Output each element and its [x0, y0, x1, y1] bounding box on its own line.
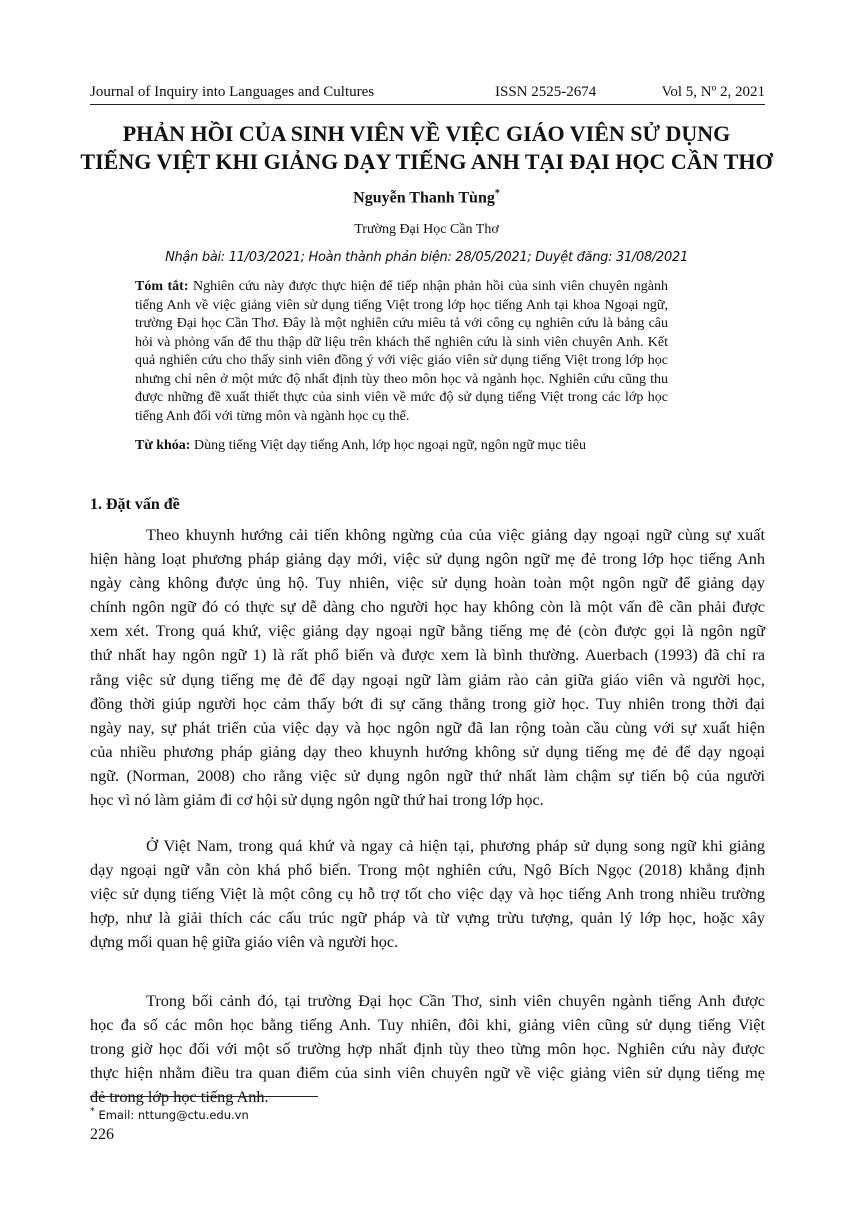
volume-issue: Vol 5, Nº 2, 2021 — [661, 84, 765, 100]
footnote-email: Email: nttung@ctu.edu.vn — [94, 1107, 249, 1122]
title-line: TIẾNG VIỆT KHI GIẢNG DẠY TIẾNG ANH TẠI ĐẠI HỌC CẦN THƠ — [80, 149, 773, 174]
text-line: học vì nó làm giảm đi cơ hội sử dụng ngôn ngữ thứ hai trong lớp học. — [90, 790, 544, 810]
text-line: được những đề xuất thiết thực của sinh viên về mức độ sử dụng tiếng Việt trong các lớp học — [135, 390, 668, 405]
running-header — [90, 84, 765, 105]
text-line: thứ nhất hay ngôn ngữ 1) là rất phổ biến và được xem là bình thường. Auerbach (1993) đã chỉ ra — [90, 645, 765, 665]
text-line: ngày càng không được ủng hộ. Tuy nhiên, việc sử dụng hoàn toàn một ngôn ngữ để giảng dạy — [90, 573, 765, 593]
text-line: trường Đại học Cần Thơ. Đây là một nghiên cứu miêu tả với công cụ nghiên cứu là bảng câu — [135, 316, 668, 331]
submission-dates: Nhận bài: 11/03/2021; Hoàn thành phản biện: 28/05/2021; Duyệt đăng: 31/08/2021 — [165, 250, 688, 265]
text-line: thực hiện nhằm điều tra quan điểm của sinh viên chuyên ngữ về việc giảng viên sử dụng tiếng mẹ — [90, 1063, 765, 1083]
text-line: của nhiều phương pháp giảng dạy theo khuynh hướng không sử dụng tiếng mẹ đẻ để dạy ngoại — [90, 741, 765, 761]
paragraph — [90, 834, 765, 954]
text-line: Ở Việt Nam, trong quá khứ và ngay cả hiện tại, phương pháp sử dụng song ngữ khi giảng — [146, 836, 765, 855]
text-line: rằng việc sử dụng tiếng mẹ đẻ để dạy ngoại ngữ làm giảm rào cản giữa giáo viên và người học, — [90, 669, 765, 689]
text-line: đồng thời giúp người học cảm thấy bớt đi sự căng thẳng trong giờ học. Tuy nhiên trong thời đại — [90, 693, 765, 713]
text-line: việc sử dụng tiếng Việt là một công cụ hỗ trợ tốt cho việc dạy và học tiếng Anh trong nhiều trường — [90, 884, 765, 904]
footnote — [90, 1106, 249, 1122]
keywords-text: Dùng tiếng Việt dạy tiếng Anh, lớp học ngoại ngữ, ngôn ngữ mục tiêu — [190, 438, 587, 453]
journal-name: Journal of Inquiry into Languages and Cultures — [90, 84, 375, 100]
text-line: Trong bối cảnh đó, tại trường Đại học Cần Thơ, sinh viên chuyên ngành tiếng Anh được — [146, 991, 765, 1010]
page-number: 226 — [90, 1126, 114, 1143]
article-title — [60, 120, 793, 176]
text-line: tiếng Anh về việc giảng viên sử dụng tiếng Việt trong lớp học tiếng Anh tại khoa Ngoại ngữ, — [135, 297, 668, 313]
footnote-mark: * — [90, 1106, 95, 1117]
text-line: đẻ trong lớp học tiếng Anh. — [90, 1087, 269, 1107]
text-line: dựng mối quan hệ giữa giáo viên và người học. — [90, 932, 399, 952]
footnote-mark: * — [494, 188, 500, 199]
author — [0, 188, 853, 207]
text-line: quả nghiên cứu cho thấy sinh viên đồng ý với việc giáo viên sử dụng tiếng Việt trong lớp học — [135, 353, 668, 368]
text-line: hợp, như là giải thích các cấu trúc ngữ pháp và từ vựng trừu tượng, quản lý lớp học, hoặc xây — [90, 908, 765, 928]
title-line: PHẢN HỒI CỦA SINH VIÊN VỀ VIỆC GIÁO VIÊN SỬ DỤNG — [122, 121, 731, 146]
issn: ISSN 2525-2674 — [495, 84, 597, 100]
text-line: dạy ngoại ngữ vẫn còn khá phổ biến. Trong một nghiên cứu, Ngô Bích Ngọc (2018) khẳng định — [90, 860, 765, 880]
text-line: trong giờ học đối với một số trường hợp nhất định tùy theo từng môn học. Nghiên cứu này được — [90, 1039, 765, 1059]
footnote-divider — [90, 1096, 318, 1097]
text-line — [135, 278, 668, 297]
text-line: hỏi và phỏng vấn để thu thập dữ liệu trên khách thể nghiên cứu là sinh viên chuyên Anh. Kết — [135, 334, 668, 350]
abstract — [135, 278, 668, 426]
abstract-text: Nghiên cứu này được thực hiện để tiếp nhận phản hồi của sinh viên chuyên ngành — [188, 279, 669, 294]
text-line: hiện hàng loạt phương pháp giảng dạy mới, việc sử dụng ngôn ngữ mẹ đẻ trong lớp học tiếng Anh — [90, 549, 765, 569]
abstract-label: Tóm tắt: — [135, 279, 189, 294]
text-line: học đa số các môn học bằng tiếng Anh. Tuy nhiên, đôi khi, giảng viên cũng sử dụng tiếng Việt — [90, 1015, 765, 1035]
keywords — [135, 437, 668, 456]
text-line: chính ngôn ngữ đó có thực sự dễ dàng cho người học hay không còn là một vấn đề cần phải được — [90, 597, 765, 617]
paragraph — [90, 989, 765, 1109]
section-heading: 1. Đặt vấn đề — [90, 496, 180, 513]
text-line: Theo khuynh hướng cải tiến không ngừng của của việc giảng dạy ngoại ngữ cùng sự xuất — [146, 525, 765, 544]
author-name: Nguyễn Thanh Tùng — [353, 189, 495, 207]
text-line: ngữ. (Norman, 2008) cho rằng việc sử dụng ngôn ngữ thứ nhất làm chậm sự tiến bộ của người — [90, 765, 765, 785]
keywords-label: Từ khóa: — [135, 438, 191, 453]
text-line: xem xét. Trong quá khứ, việc giảng dạy ngoại ngữ bằng tiếng mẹ đẻ (còn được gọi là ngôn ngữ — [90, 621, 765, 641]
text-line: ngày nay, sự phát triển của việc dạy và học ngôn ngữ đã lan rộng toàn cầu cùng với sự xuất hiện — [90, 717, 765, 737]
paragraph — [90, 523, 765, 812]
affiliation: Trường Đại Học Cần Thơ — [354, 222, 499, 237]
text-line: tiếng Anh đối với từng môn và ngành học cụ thể. — [135, 408, 410, 424]
text-line: nhưng chỉ nên ở một mức độ nhất định tùy theo môn học và ngành học. Nghiên cứu cũng thu — [135, 371, 668, 387]
